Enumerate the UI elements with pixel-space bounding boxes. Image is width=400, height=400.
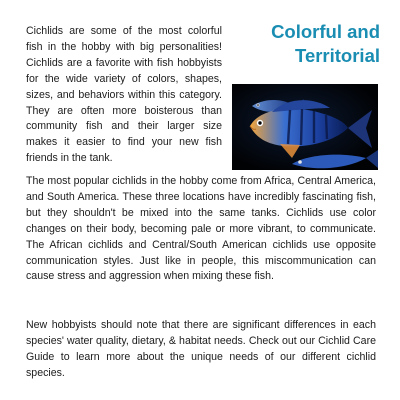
title-line-2: Territorial	[295, 45, 380, 66]
body-paragraph-origins: The most popular cichlids in the hobby come from Africa, Central America, and South America. These three locations have incredibly fascinating fish, but they shouldn't be mixed into the same tanks. Cichlids use color changes on their body, becoming pale or more vibrant, to communicate. The African cichlids and Central/South American cichlids use opposite communication styles. Just like in people, this miscommunication can cause stress and aggression when mixing these fish.	[26, 175, 376, 283]
title-line-1: Colorful and	[271, 21, 380, 42]
cichlid-photo	[232, 84, 378, 170]
cichlid-fish-illustration	[232, 84, 378, 170]
intro-paragraph: Cichlids are some of the most colorful fish in the hobby with big personalities! Cichlids are a favorite with fish hobbyists for the wide variety of colors, shapes, sizes, and behaviors within this category. They are often more boisterous than community fish and their larger size makes it easier to find your new fish friends in the tank.	[26, 25, 222, 165]
body-paragraph-care-guide: New hobbyists should note that there are significant differences in each species' water quality, dietary, & habitat needs. Check out our Cichlid Care Guide to learn more about the unique needs of our different cichlid species.	[26, 319, 376, 379]
article-title	[232, 20, 380, 68]
